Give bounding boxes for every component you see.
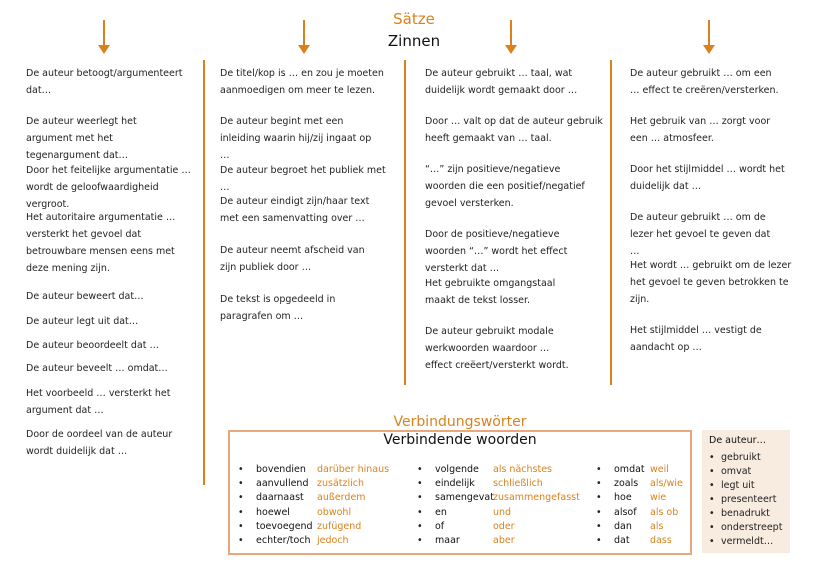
phrase-item: De auteur betoogt/argumenteert dat… [26,68,183,96]
bullet-icon: • [238,520,244,532]
connector-row: • toevoegend zufügend [238,520,413,534]
phrase-item: De auteur begint met een inleiding waarin hij/zij ingaat op … [220,116,372,161]
connector-row: • dat dass [596,534,688,548]
connectors-group-2 [417,463,592,548]
phrase-item: De auteur beveelt … omdat… [26,363,168,374]
connector-row: • hoe wie [596,491,688,505]
bullet-icon: • [596,520,602,532]
phrase-item: Het gebruikte omgangstaal maakt de tekst losser. [425,278,556,306]
column-divider [203,60,205,485]
author-verbs-title: De auteur… [709,435,767,446]
phrase-item: De auteur legt uit dat… [26,316,139,327]
bullet-icon: • [417,478,423,490]
arrow-down-icon [303,20,305,46]
list-item: • vermeldt… [709,535,782,549]
bullet-icon: • [596,534,602,546]
phrase-item: Door de positieve/negatieve woorden “…” wordt het effect versterkt dat … [425,229,568,274]
page-title-german: Sätze [393,10,435,28]
column-divider [610,60,612,385]
phrase-item: Het gebruik van … zorgt voor een … atmosfeer. [630,116,771,144]
phrase-item: De auteur beweert dat… [26,291,144,302]
list-item: • onderstreept [709,521,782,535]
bullet-icon: • [238,492,244,504]
phrase-item: Het voorbeeld … versterkt het argument dat … [26,388,171,416]
bullet-icon: • [417,492,423,504]
phrase-item: Het stijlmiddel … vestigt de aandacht op … [630,325,762,353]
connector-row: • eindelijk schließlich [417,477,592,491]
connector-row: • maar aber [417,534,592,548]
arrow-down-icon [708,20,710,46]
phrase-item: De auteur gebruikt modale werkwoorden waardoor … effect creëert/versterkt wordt. [425,326,569,371]
connector-row: • hoewel obwohl [238,506,413,520]
bullet-icon: • [417,534,423,546]
phrase-item: De auteur gebruikt … taal, wat duidelijk wordt gemaakt door … [425,68,578,96]
phrase-item: Door het feitelijke argumentatie … wordt de geloofwaardigheid vergroot. [26,165,191,210]
bullet-icon: • [596,464,602,475]
phrase-item: De auteur weerlegt het argument met het tegenargument dat… [26,116,137,161]
phrase-item: Door … valt op dat de auteur gebruik heeft gemaakt van … taal. [425,116,603,144]
bullet-icon: • [417,506,423,518]
connectors-group-3 [596,463,688,548]
list-item: • presenteert [709,493,782,507]
list-item: • gebruikt [709,451,782,465]
bullet-icon: • [238,464,244,475]
list-item: • omvat [709,465,782,479]
bullet-icon: • [238,506,244,518]
connectors-title-german: Verbindungswörter [228,414,692,430]
connector-row: • dan als [596,520,688,534]
phrase-item: De auteur begroet het publiek met … [220,165,386,193]
list-item: • benadrukt [709,507,782,521]
bullet-icon: • [596,478,602,490]
phrase-item: Het wordt … gebruikt om de lezer het gevoel te geven betrokken te zijn. [630,260,792,305]
author-verbs-box [702,430,790,553]
column-divider [404,60,406,385]
phrase-item: De auteur eindigt zijn/haar text met een samenvatting over … [220,196,370,224]
connector-row: • daarnaast außerdem [238,491,413,505]
phrase-item: De titel/kop is … en zou je moeten aanmoedigen om meer te lezen. [220,68,384,96]
arrow-down-icon [510,20,512,46]
connector-row: • omdat weil [596,463,688,477]
bullet-icon: • [596,492,602,504]
connectors-group-1 [238,463,413,548]
phrase-item: Door de oordeel van de auteur wordt duidelijk dat … [26,429,173,457]
page-title-dutch: Zinnen [387,32,441,50]
connector-row: • bovendien darüber hinaus [238,463,413,477]
connector-row: • alsof als ob [596,506,688,520]
bullet-icon: • [417,464,423,475]
phrase-item: Door het stijlmiddel … wordt het duidelijk dat … [630,164,785,192]
bullet-icon: • [417,520,423,532]
phrase-item: Het autoritaire argumentatie … versterkt het gevoel dat betrouwbare mensen eens met deze mening zijn. [26,212,176,274]
connector-row: • en und [417,506,592,520]
connector-row: • samengevat zusammengefasst [417,491,592,505]
phrase-item: De auteur gebruikt … om een … effect te creëren/versterken. [630,68,779,96]
phrase-item: “…” zijn positieve/negatieve woorden die een positief/negatief gevoel versterken. [425,164,585,209]
bullet-icon: • [238,534,244,546]
phrase-item: De tekst is opgedeeld in paragrafen om … [220,294,336,322]
phrase-item: De auteur gebruikt … om de lezer het gevoel te geven dat … [630,212,771,257]
phrase-item: De auteur beoordeelt dat … [26,340,159,351]
bullet-icon: • [596,506,602,518]
connector-row: • of oder [417,520,592,534]
connector-row: • zoals als/wie [596,477,688,491]
phrase-item: De auteur neemt afscheid van zijn publiek door … [220,245,365,273]
bullet-icon: • [238,478,244,490]
connectors-title-dutch: Verbindende woorden [383,432,537,448]
connector-row: • volgende als nächstes [417,463,592,477]
author-verbs-list [709,451,782,549]
connector-row: • aanvullend zusätzlich [238,477,413,491]
list-item: • legt uit [709,479,782,493]
arrow-down-icon [103,20,105,46]
connector-row: • echter/toch jedoch [238,534,413,548]
